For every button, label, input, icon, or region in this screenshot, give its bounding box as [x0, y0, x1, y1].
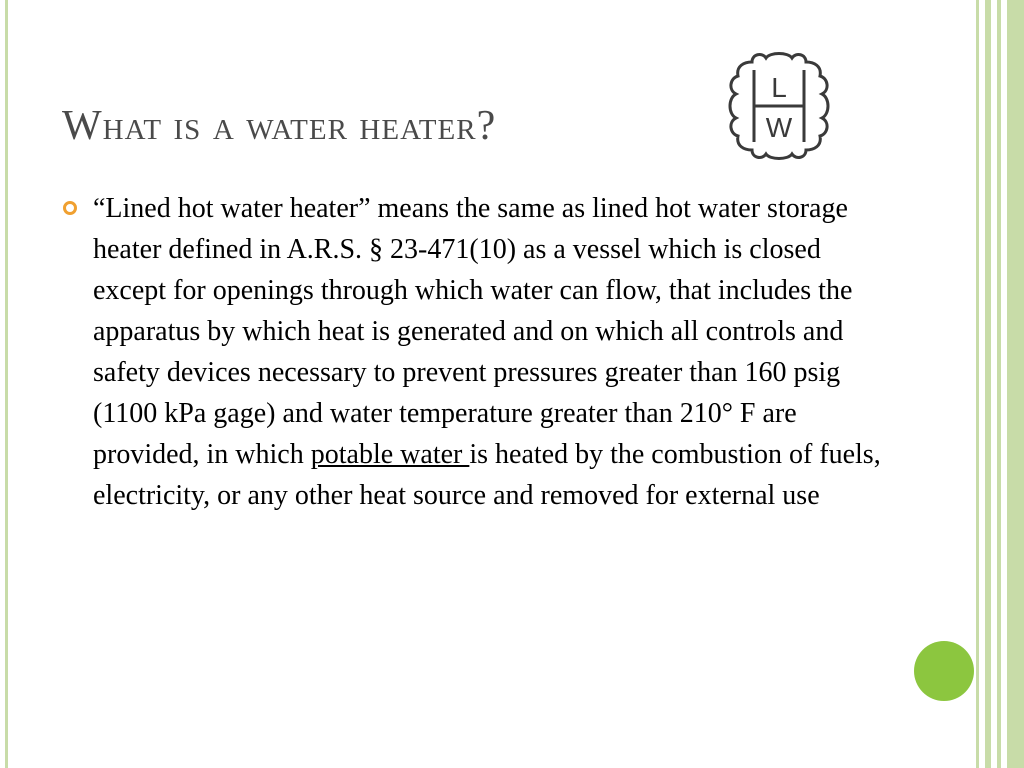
bullet-list [62, 188, 882, 516]
logo-top-letter: L [771, 72, 787, 103]
left-frame-line [5, 0, 8, 768]
stripe [1007, 0, 1024, 768]
stripe [985, 0, 991, 768]
slide-title: What is a water heater? [62, 103, 497, 149]
stripe [997, 0, 1001, 768]
lhw-seal-logo-icon [722, 50, 836, 162]
logo-bottom-letter: W [765, 112, 793, 143]
right-decorative-stripes [976, 0, 1024, 768]
potable-water-term: potable water [310, 439, 470, 470]
orange-ring-bullet-icon [62, 200, 78, 216]
stripe [976, 0, 979, 768]
bullet-item [93, 188, 882, 516]
bullet-text-part: is heated by the combustion of fuels, electricity, or any other heat source and removed for external use [93, 439, 881, 511]
green-accent-dot [914, 641, 974, 701]
bullet-text-part: “Lined hot water heater” means the same as lined hot water storage heater defined in A.R.S. § 23-471(10) as a vessel which is closed except for openings through which water can flow, that includes the apparatus by which heat is generated and on which all controls and safety devices necessary to prevent pressures greater than 160 psig (1100 kPa gage) and water temperature greater than 210° F are provided, in which [93, 193, 853, 470]
